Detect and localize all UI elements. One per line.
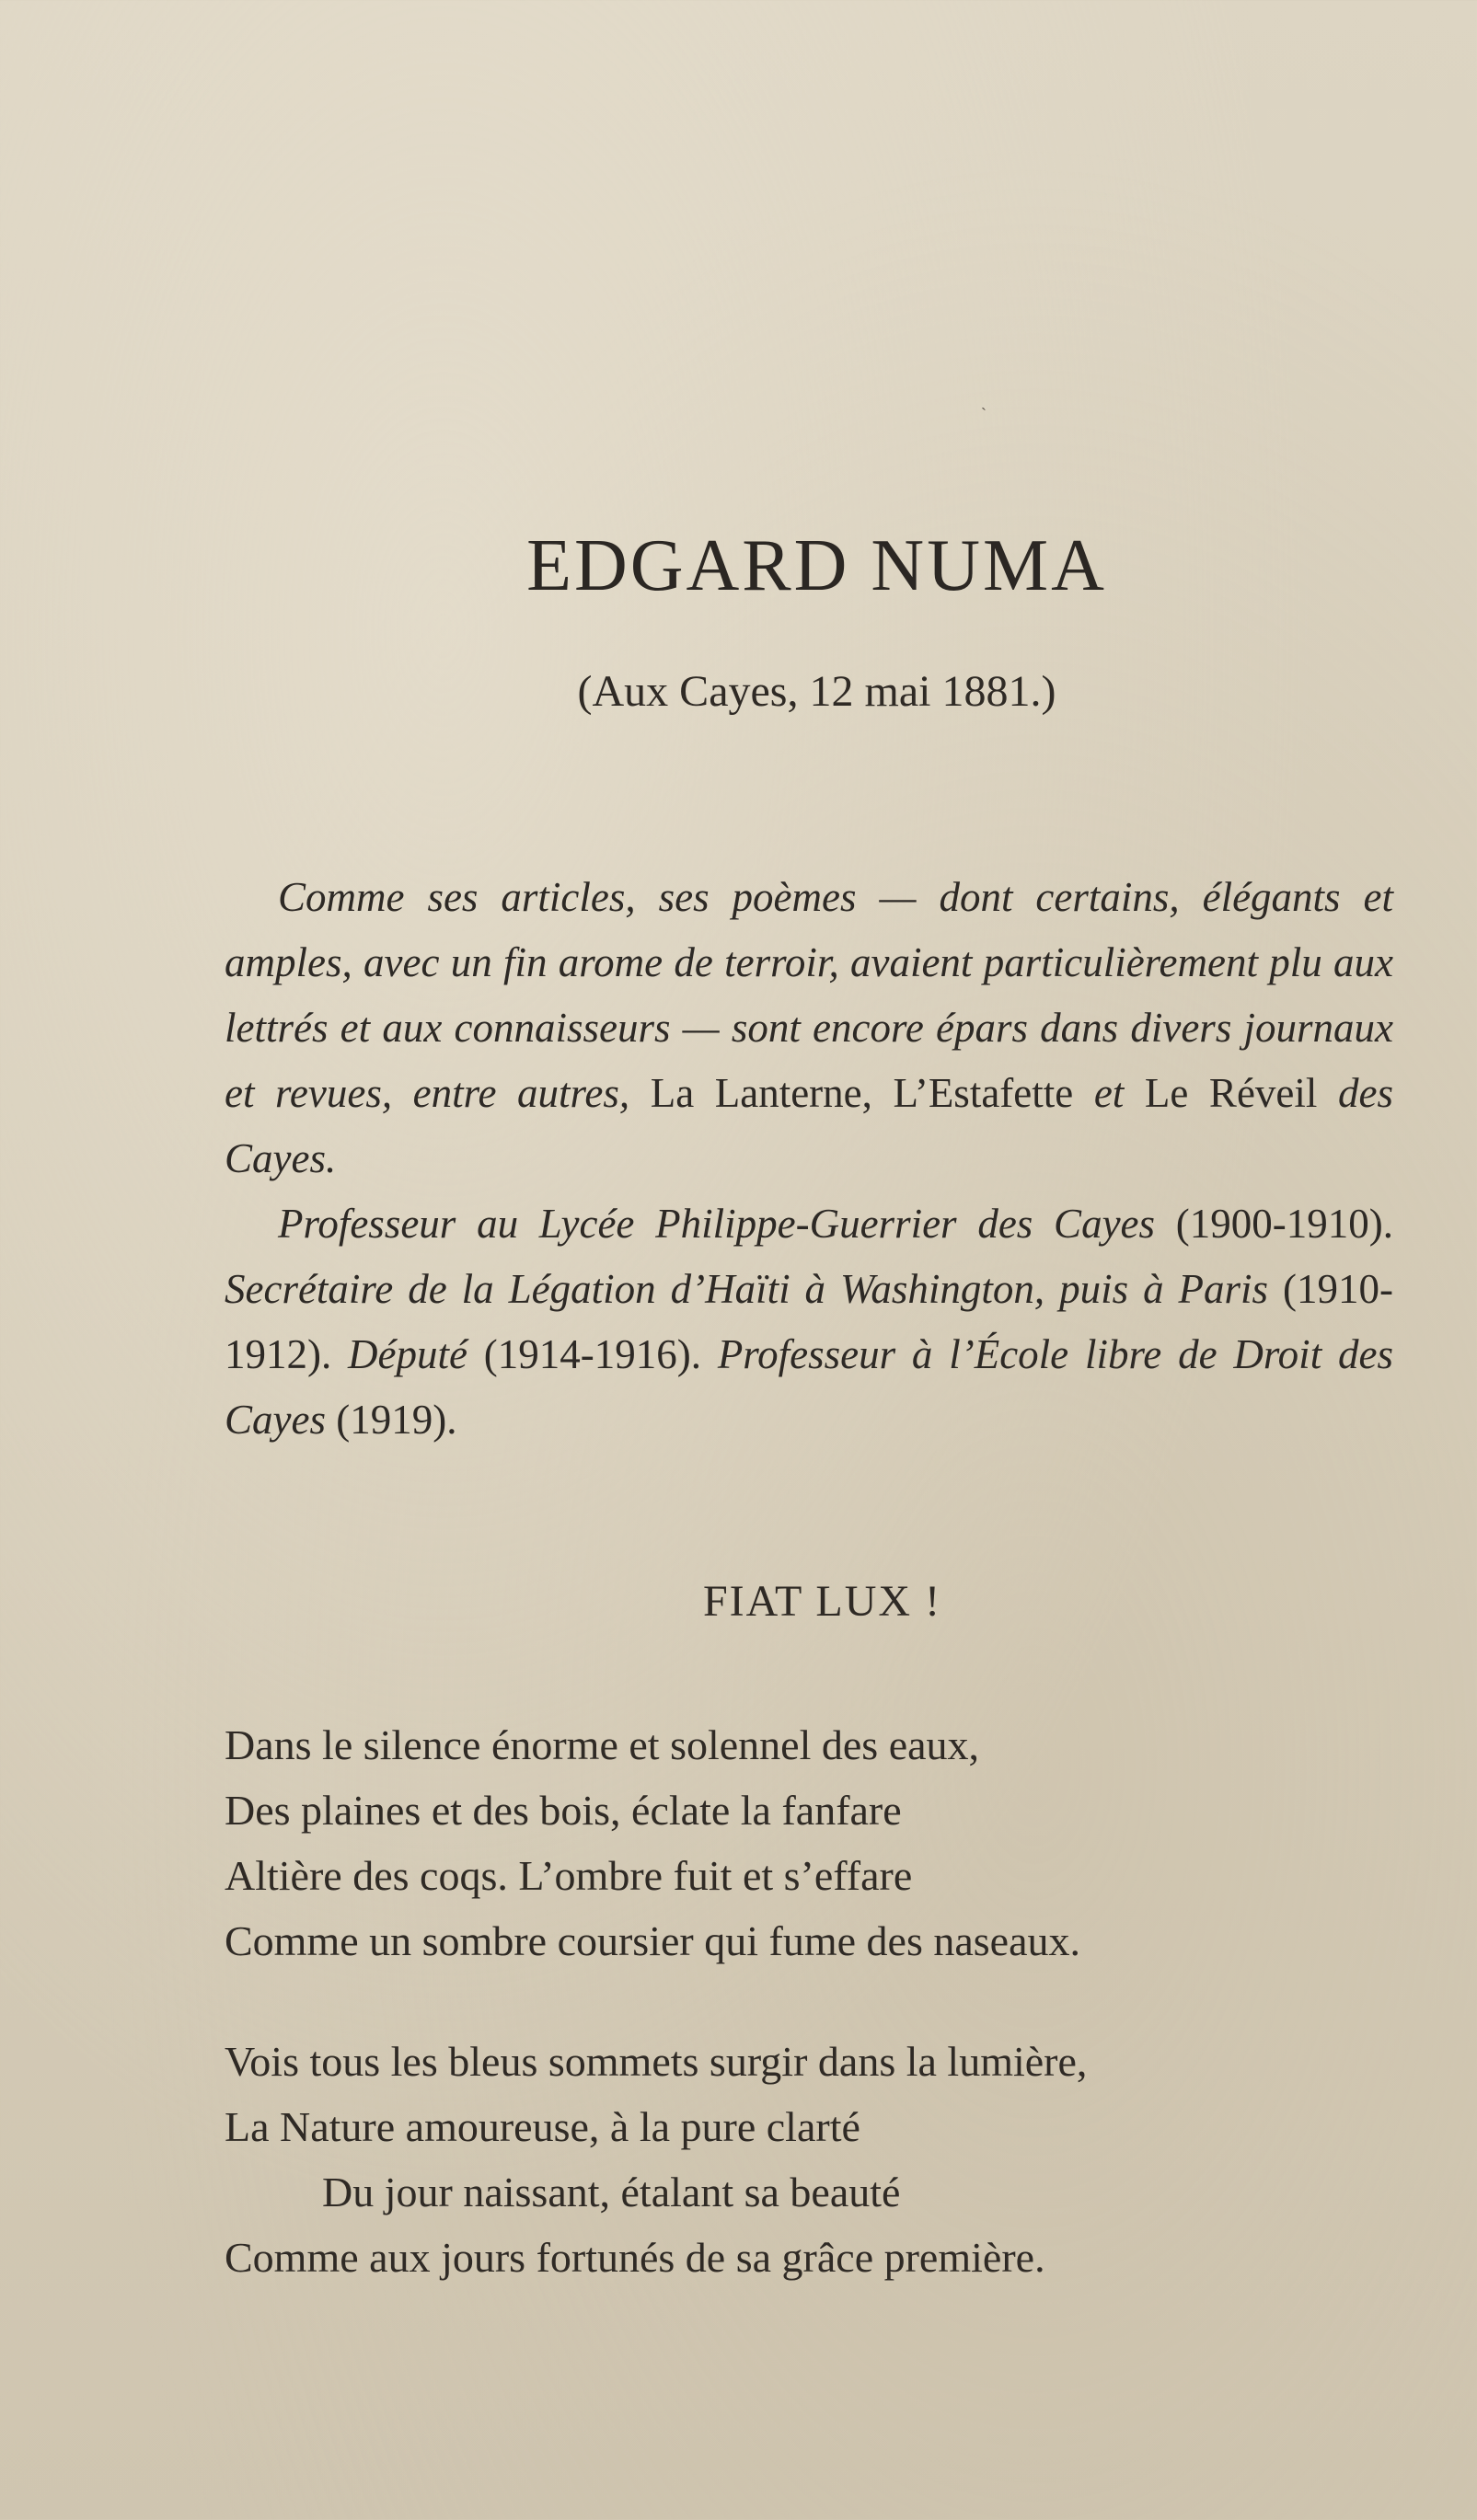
journal-title: Le Réveil [1144, 1070, 1318, 1116]
bio-role: Député [348, 1331, 467, 1377]
poem-line: Des plaines et des bois, éclate la fanfare [225, 1787, 902, 1834]
author-name: EDGARD NUMA [526, 525, 1107, 606]
author-birth-info: (Aux Cayes, 12 mai 1881.) [577, 667, 1056, 716]
poem-line: Vois tous les bleus sommets surgir dans la lumière, [225, 2038, 1088, 2085]
bio-dates: (1914-1916). [467, 1331, 718, 1377]
poem-title: FIAT LUX ! [702, 1577, 942, 1626]
poem-line: Du jour naissant, étalant sa beauté [322, 2169, 901, 2215]
bio-paragraph-1 [225, 865, 1393, 1191]
poem-line: Altière des coqs. L’ombre fuit et s’effare [225, 1852, 913, 1899]
bio-dates: (1900-1910). [1155, 1201, 1393, 1247]
bio-dates: (1919). [325, 1397, 457, 1443]
poem-line: Comme un sombre coursier qui fume des naseaux. [225, 1917, 1080, 1964]
bio-role: Professeur à l’École libre de Droit des Cayes [225, 1331, 1393, 1443]
bio-dates: (1910-1912). [225, 1266, 1393, 1377]
bio-text: des Cayes. [225, 1070, 1393, 1181]
ink-speck: ` [981, 405, 987, 423]
poem-stanza-1 [225, 1712, 1421, 1973]
journal-titles: La Lanterne, L’Estafette [650, 1070, 1074, 1116]
bio-text: Comme ses articles, ses poèmes — dont certains, élégants et amples, avec un fin arome de terroir, avaient particulièrement plu aux lettrés et aux connaisseurs — sont encore épars dans divers journaux et revues, entre autres, [225, 874, 1393, 1116]
poem-line: Comme aux jours fortunés de sa grâce première. [225, 2234, 1045, 2281]
poem-line: Dans le silence énorme et solennel des eaux, [225, 1721, 980, 1768]
poem-stanza-2 [225, 2029, 1421, 2290]
bio-role: Secrétaire de la Légation d’Haïti à Washington, puis à Paris [225, 1266, 1269, 1312]
poem-line: La Nature amoureuse, à la pure clarté [225, 2103, 860, 2150]
biography [225, 865, 1393, 1453]
bio-paragraph-2 [225, 1191, 1393, 1453]
bio-text: et [1073, 1070, 1145, 1116]
bio-role: Professeur au Lycée Philippe-Guerrier des Cayes [278, 1201, 1156, 1247]
